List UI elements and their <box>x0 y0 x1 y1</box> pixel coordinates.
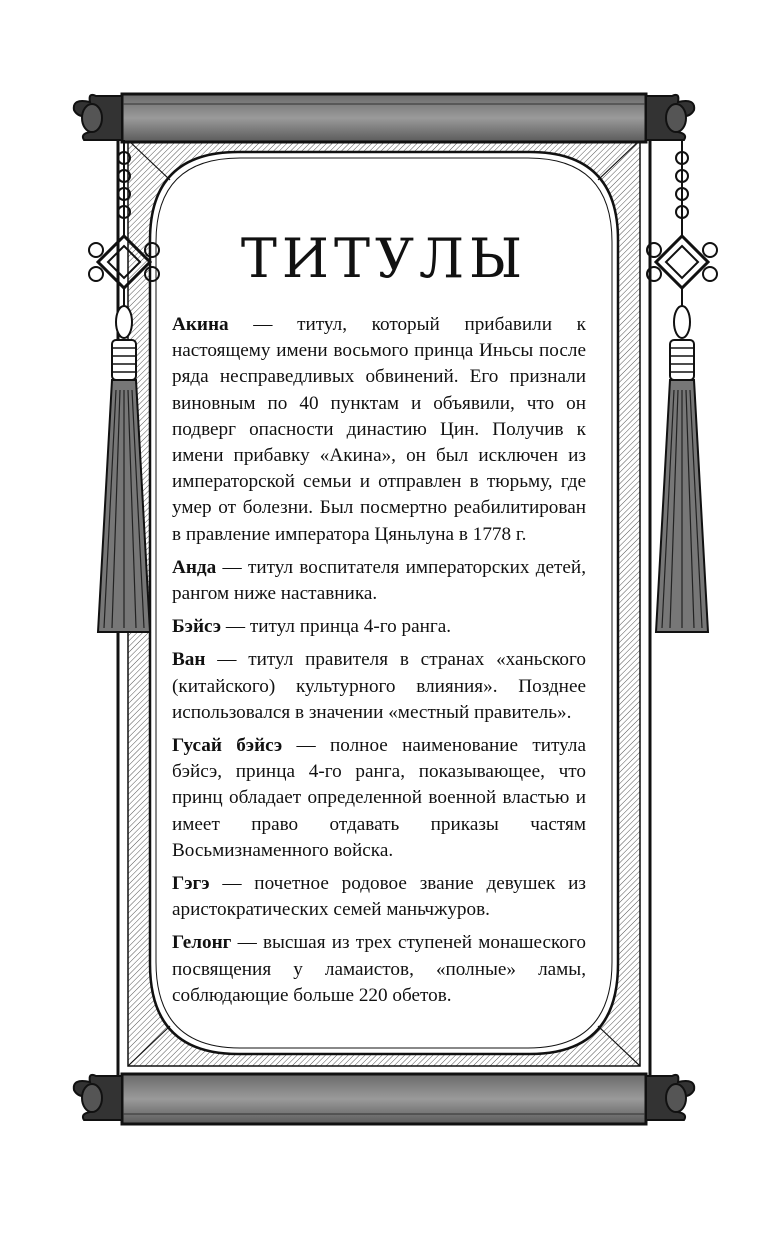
entry-definition: — почетное родовое звание девушек из аристократических семей маньчжуров. <box>172 873 586 921</box>
top-roller <box>74 94 694 142</box>
entry-term: Анда <box>172 556 217 578</box>
entry-definition: — титул правителя в странах «ханьского (китайского) культурного влияния». Позднее использовался в значении «местный правитель». <box>172 649 586 723</box>
glossary-entry <box>172 312 586 548</box>
entry-definition: — титул принца 4-го ранга. <box>221 616 452 638</box>
glossary-list <box>172 312 586 1016</box>
entry-term: Гелонг <box>172 932 232 954</box>
entry-term: Гусай бэйсэ <box>172 735 283 757</box>
entry-definition: — полное наименование титула бэйсэ, принца 4-го ранга, показывающее, что принц обладает определенной военной властью и имеет право отдавать приказы частям Восьмизнаменного войска. <box>172 735 586 861</box>
entry-definition: — титул, который прибавили к настоящему имени восьмого принца Иньсы после ряда несправедливых обвинений. Его признали виновным по 40 пунктам и объявили, что он подверг опасности династию Цин. Получив к имени прибавку «Акина», он был исключен из императорской семьи и отправлен в тюрьму, где умер от болезни. Был посмертно реабилитирован в правление императора Цяньлуна в 1778 г. <box>172 314 586 545</box>
page-title: ТИТУЛЫ <box>240 227 528 290</box>
glossary-entry <box>172 555 586 607</box>
glossary-entry <box>172 871 586 923</box>
glossary-entry <box>172 614 586 640</box>
entry-term: Акина <box>172 314 229 335</box>
bottom-roller <box>74 1074 694 1124</box>
entry-term: Бэйсэ <box>172 616 222 638</box>
entry-term: Гэгэ <box>172 873 210 895</box>
entry-definition: — титул воспитателя императорских детей, рангом ниже наставника. <box>172 556 586 605</box>
glossary-entry <box>172 930 586 1009</box>
glossary-entry <box>172 647 586 726</box>
entry-definition: — высшая из трех ступеней монашеского посвящения у ламаистов, «полные» ламы, соблюдающие больше 220 обетов. <box>172 932 586 1006</box>
entry-term: Ван <box>172 649 206 671</box>
glossary-entry <box>172 733 586 864</box>
right-tassel <box>647 140 717 632</box>
